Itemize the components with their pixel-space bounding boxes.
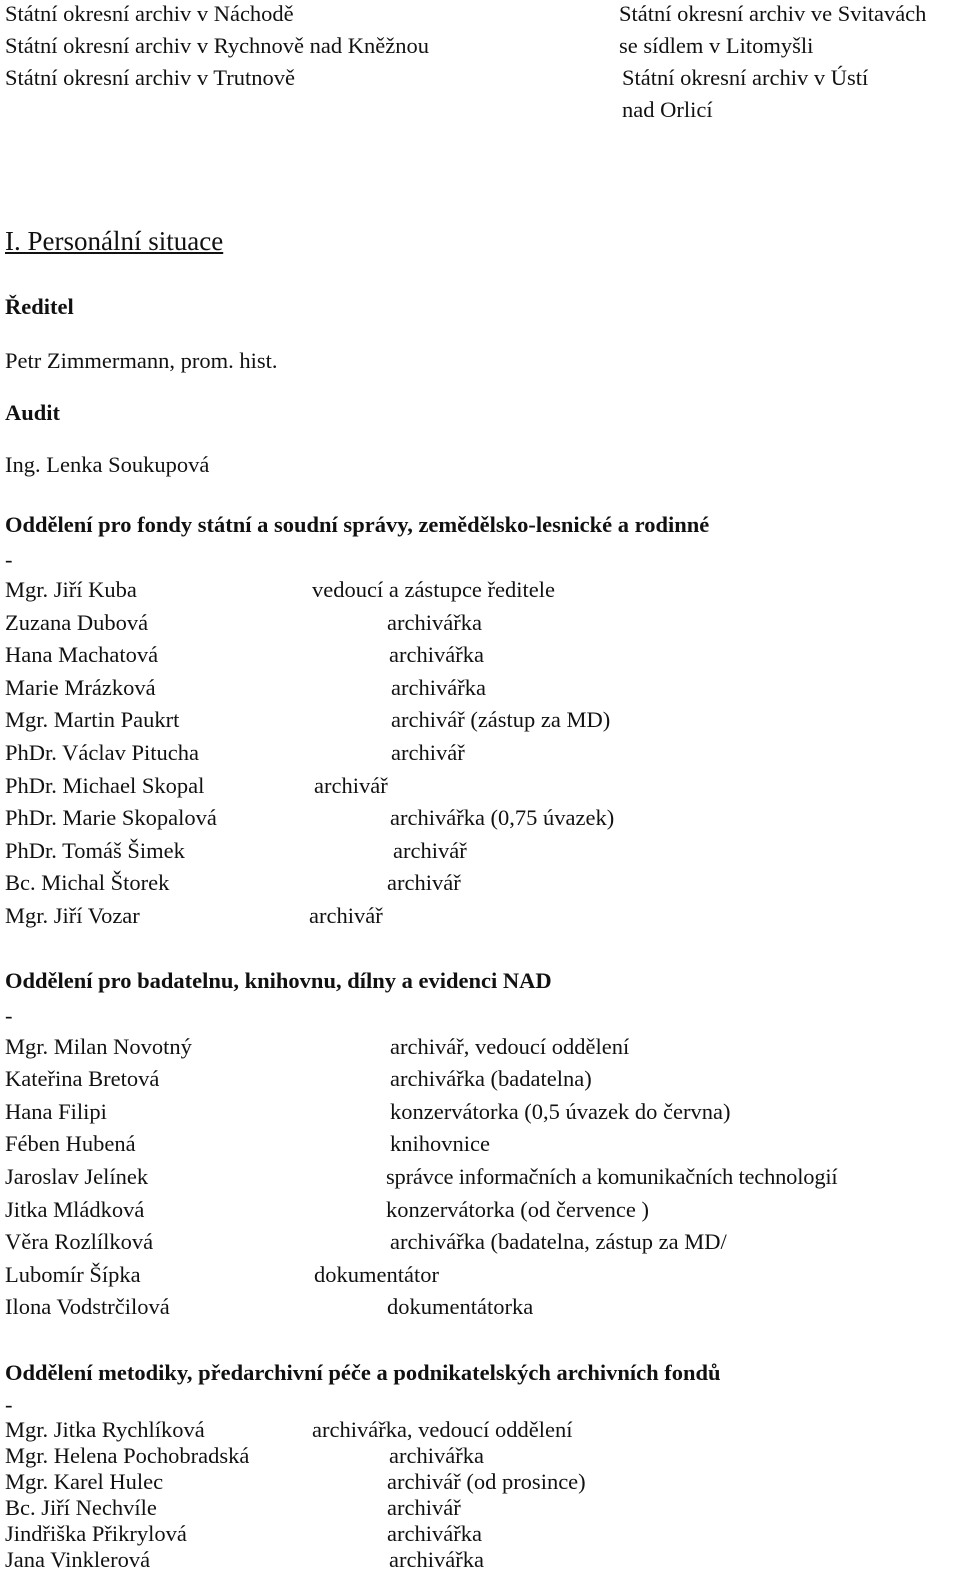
staff-name: Jindřiška Přikrylová bbox=[5, 1521, 187, 1546]
staff-role: archivářka bbox=[387, 1521, 482, 1546]
staff-role: konzervátorka (od července ) bbox=[386, 1197, 649, 1222]
staff-name: PhDr. Marie Skopalová bbox=[5, 805, 217, 830]
staff-role: archivářka bbox=[391, 675, 486, 700]
staff-name: Hana Machatová bbox=[5, 642, 159, 667]
staff-role: knihovnice bbox=[390, 1131, 490, 1156]
staff-name: Kateřina Bretová bbox=[5, 1066, 160, 1091]
header-right-line-3: Státní okresní archiv v Ústí bbox=[622, 65, 869, 90]
staff-role: archivářka (badatelna) bbox=[390, 1066, 592, 1091]
header-right-line-1: Státní okresní archiv ve Svitavách bbox=[619, 1, 927, 26]
staff-role: archivář (zástup za MD) bbox=[391, 707, 611, 732]
staff-name: Jana Vinklerová bbox=[5, 1547, 151, 1572]
department-title: Oddělení metodiky, předarchivní péče a podnikatelských archivních fondů bbox=[5, 1360, 721, 1385]
director-label: Ředitel bbox=[5, 294, 74, 319]
staff-name: Mgr. Karel Hulec bbox=[5, 1469, 164, 1494]
department-title: Oddělení pro badatelnu, knihovnu, dílny a evidenci NAD bbox=[5, 968, 552, 993]
staff-role: archivář bbox=[393, 838, 467, 863]
staff-role: archivář, vedoucí oddělení bbox=[390, 1034, 630, 1059]
staff-role: archivář bbox=[309, 903, 383, 928]
department-title: Oddělení pro fondy státní a soudní správy, zemědělsko-lesnické a rodinné bbox=[5, 512, 710, 537]
staff-name: Bc. Jiří Nechvíle bbox=[5, 1495, 157, 1520]
staff-role: archivářka (badatelna, zástup za MD/ bbox=[390, 1229, 727, 1254]
staff-name: PhDr. Václav Pitucha bbox=[5, 740, 199, 765]
staff-role: dokumentátor bbox=[314, 1262, 439, 1287]
staff-role: archivář bbox=[387, 870, 461, 895]
staff-name: Mgr. Jiří Kuba bbox=[5, 577, 137, 602]
staff-role: archivářka bbox=[389, 642, 484, 667]
staff-name: Mgr. Martin Paukrt bbox=[5, 707, 180, 732]
staff-role: archivářka (0,75 úvazek) bbox=[390, 805, 615, 830]
department-dash: - bbox=[5, 1003, 13, 1028]
staff-name: Marie Mrázková bbox=[5, 675, 156, 700]
audit-label: Audit bbox=[5, 400, 61, 425]
audit-name: Ing. Lenka Soukupová bbox=[5, 452, 210, 477]
staff-role: archivářka bbox=[387, 610, 482, 635]
header-left-line-3: Státní okresní archiv v Trutnově bbox=[5, 65, 295, 90]
staff-name: PhDr. Tomáš Šimek bbox=[5, 838, 185, 863]
staff-role: archivářka bbox=[389, 1443, 484, 1468]
staff-role: konzervátorka (0,5 úvazek do června) bbox=[390, 1099, 731, 1124]
staff-role: správce informačních a komunikačních technologií bbox=[386, 1164, 838, 1189]
section-title: I. Personální situace bbox=[5, 226, 224, 256]
department-dash: - bbox=[5, 1392, 13, 1417]
staff-role: archivář (od prosince) bbox=[387, 1469, 586, 1494]
staff-role: archivář bbox=[314, 773, 388, 798]
department-dash: - bbox=[5, 547, 13, 572]
staff-role: dokumentátorka bbox=[387, 1294, 534, 1319]
staff-name: Mgr. Milan Novotný bbox=[5, 1034, 192, 1059]
staff-name: Ilona Vodstrčilová bbox=[5, 1294, 170, 1319]
staff-role: vedoucí a zástupce ředitele bbox=[312, 577, 555, 602]
header-right-line-2: se sídlem v Litomyšli bbox=[619, 33, 814, 58]
staff-name: Jaroslav Jelínek bbox=[5, 1164, 149, 1189]
header-left-line-2: Státní okresní archiv v Rychnově nad Kněžnou bbox=[5, 33, 429, 58]
staff-name: Lubomír Šípka bbox=[5, 1262, 141, 1287]
staff-role: archivářka bbox=[389, 1547, 484, 1572]
staff-role: archivář bbox=[387, 1495, 461, 1520]
director-name: Petr Zimmermann, prom. hist. bbox=[5, 348, 278, 373]
header-right-line-4: nad Orlicí bbox=[622, 97, 713, 122]
staff-name: Bc. Michal Štorek bbox=[5, 870, 170, 895]
staff-name: Fében Hubená bbox=[5, 1131, 136, 1156]
staff-name: Mgr. Jitka Rychlíková bbox=[5, 1417, 205, 1442]
staff-name: Věra Rozlílková bbox=[5, 1229, 154, 1254]
staff-name: Mgr. Jiří Vozar bbox=[5, 903, 140, 928]
staff-name: Hana Filipi bbox=[5, 1099, 107, 1124]
staff-name: PhDr. Michael Skopal bbox=[5, 773, 205, 798]
staff-name: Jitka Mládková bbox=[5, 1197, 145, 1222]
header-left-line-1: Státní okresní archiv v Náchodě bbox=[5, 1, 294, 26]
staff-name: Zuzana Dubová bbox=[5, 610, 149, 635]
staff-name: Mgr. Helena Pochobradská bbox=[5, 1443, 250, 1468]
staff-role: archivářka, vedoucí oddělení bbox=[312, 1417, 573, 1442]
staff-role: archivář bbox=[391, 740, 465, 765]
